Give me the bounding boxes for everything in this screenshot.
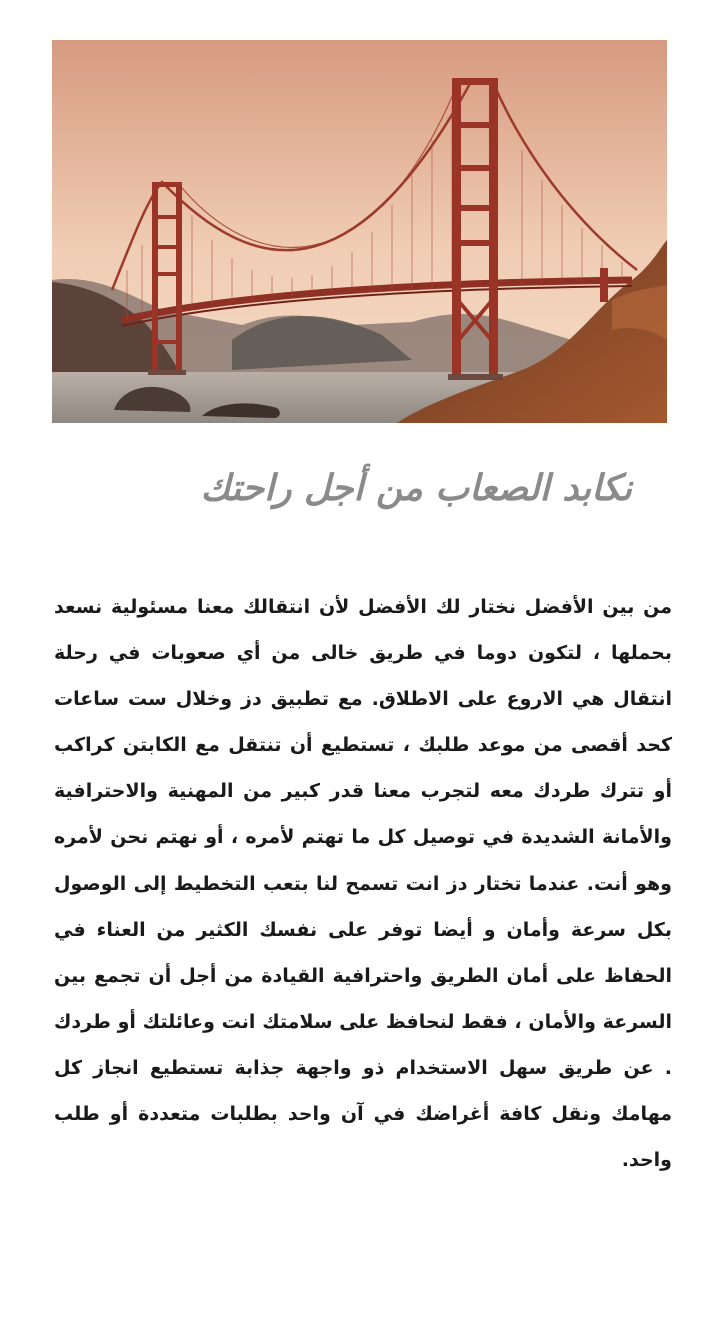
golden-gate-bridge-photo [52, 40, 667, 423]
article-body: من بين الأفضل نختار لك الأفضل لأن انتقالك معنا مسئولية نسعد بحملها ، لتكون دوما في طريق خالى من أي صعوبات في رحلة انتقال هي الاروع على الاطلاق. مع تطبيق دز وخلال ست ساعات كحد أقصى من موعد طلبك ، تستطيع أن تنتقل مع الكابتن كراكب أو تترك طردك معه لتجرب معنا قدر كبير من المهنية والاحترافية والأمانة الشديدة في توصيل كل ما تهتم لأمره ، أو نهتم نحن لأمره وهو أنت. عندما تختار دز انت تسمح لنا بتعب التخطيط إلى الوصول بكل سرعة وأمان و أيضا توفر على نفسك الكثير من العناء في الحفاظ على أمان الطريق واحترافية القيادة من أجل أن تجمع بين السرعة والأمان ، فقط لنحافظ على سلامتك انت وعائلتك أو طردك . عن طريق سهل الاستخدام ذو واجهة جذابة تستطيع انجاز كل مهامك ونقل كافة أغراضك في آن واحد بطلبات متعددة أو طلب واحد. [54, 596, 672, 1172]
page-title: نكابد الصعاب من أجل راحتك [200, 467, 632, 509]
hero-image [52, 40, 667, 423]
